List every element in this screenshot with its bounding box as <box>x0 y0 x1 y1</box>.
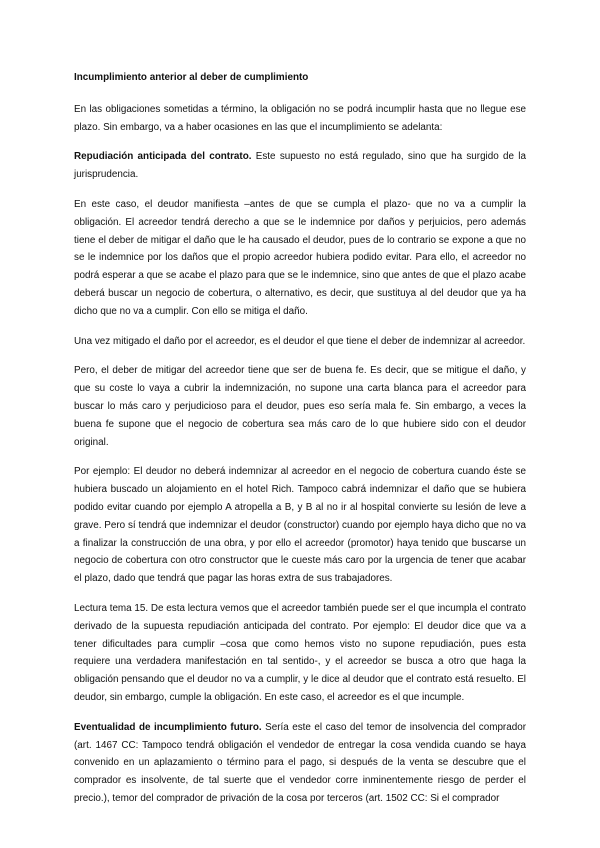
section-heading: Incumplimiento anterior al deber de cumplimiento <box>74 72 309 83</box>
repudiacion-text: Este supuesto no está regulado, sino que ha surgido de la jurisprudencia. <box>74 151 526 181</box>
paragraph-eventualidad <box>74 719 526 808</box>
eventualidad-lead: Eventualidad de incumplimiento futuro. <box>74 721 262 733</box>
paragraph-mitigado: Una vez mitigado el daño por el acreedor, es el deudor el que tiene el deber de indemnizar al acreedor. <box>74 335 526 347</box>
paragraph-ejemplo: Por ejemplo: El deudor no deberá indemnizar al acreedor en el negocio de cobertura cuando éste se hubiera buscado un alojamiento en el hotel Rich. Tampoco cabrá indemnizar el daño que se hubiera podido evitar cuando por ejemplo A atropella a B, y B al no ir al hospital convierte su lesión de leve a grave. Pero sí tendrá que indemnizar el deudor (constructor) cuando por ejemplo haya dicho que no va a finalizar la construcción de una obra, y por ello el acreedor (promotor) haya tenido que buscarse un negocio de cobertura con otro constructor que le cueste más caro por la urgencia de tener que acabar el plazo, dado que tendrá que pagar las horas extra de sus trabajadores. <box>74 466 526 585</box>
paragraph-en-este-caso: En este caso, el deudor manifiesta –antes de que se cumpla el plazo- que no va a cumplir la obligación. El acreedor tendrá derecho a que se le indemnice por daños y perjuicios, pero además tiene el deber de mitigar el daño que le ha causado el deudor, pues de lo contrario se expone a que no se le indemnice por los daños que el propio acreedor hubiera podido evitar. Para ello, el acreedor no podrá esperar a que se acabe el plazo para que se le indemnice, sino que antes de que el plazo acabe deberá buscar un negocio de cobertura, o alternativo, es decir, que sustituya al del deudor que ya ha dicho que no va a cumplir. Con ello se mitiga el daño. <box>74 198 526 317</box>
paragraph-lectura: Lectura tema 15. De esta lectura vemos que el acreedor también puede ser el que incumpla el contrato derivado de la supuesta repudiación anticipada del contrato. Por ejemplo: El deudor dice que va a tener dificultades para cumplir –cosa que como hemos visto no supone repudiación, pues esta requiere una verdadera manifestación en tal sentido-, y el acreedor se busca a otro que haga la obligación pensando que el deudor no va a cumplir, y le dice al deudor que el contrato está resuelto. El deudor, sin embargo, cumple la obligación. En este caso, el acreedor es el que incumple. <box>74 602 526 703</box>
eventualidad-text: Sería este el caso del temor de insolvencia del comprador (art. 1467 CC: Tampoco tendrá obligación el vendedor de entregar la cosa vendida cuando se haya convenido en un aplazamiento o término para el pago, si después de la venta se descubre que el comprador es insolvente, de tal suerte que el vendedor corre inminentemente riesgo de perder el precio.), temor del comprador de privación de la cosa por terceros (art. 1502 CC: Si el comprador <box>74 721 526 804</box>
paragraph-buena-fe: Pero, el deber de mitigar del acreedor tiene que ser de buena fe. Es decir, que se mitigue el daño, y que su coste lo vaya a cubrir la indemnización, no supone una carta blanca para el acreedor para buscar lo más caro y perjudicioso para el deudor, pues eso sería mala fe. Sin embargo, a veces la buena fe supone que el negocio de cobertura sea más caro de lo que hubiere sido con el deudor original. <box>74 365 526 448</box>
paragraph-intro: En las obligaciones sometidas a término, la obligación no se podrá incumplir hasta que no llegue ese plazo. Sin embargo, va a haber ocasiones en las que el incumplimiento se adelanta: <box>74 103 526 133</box>
repudiacion-lead: Repudiación anticipada del contrato. <box>74 151 252 163</box>
paragraph-repudiacion <box>74 148 526 184</box>
